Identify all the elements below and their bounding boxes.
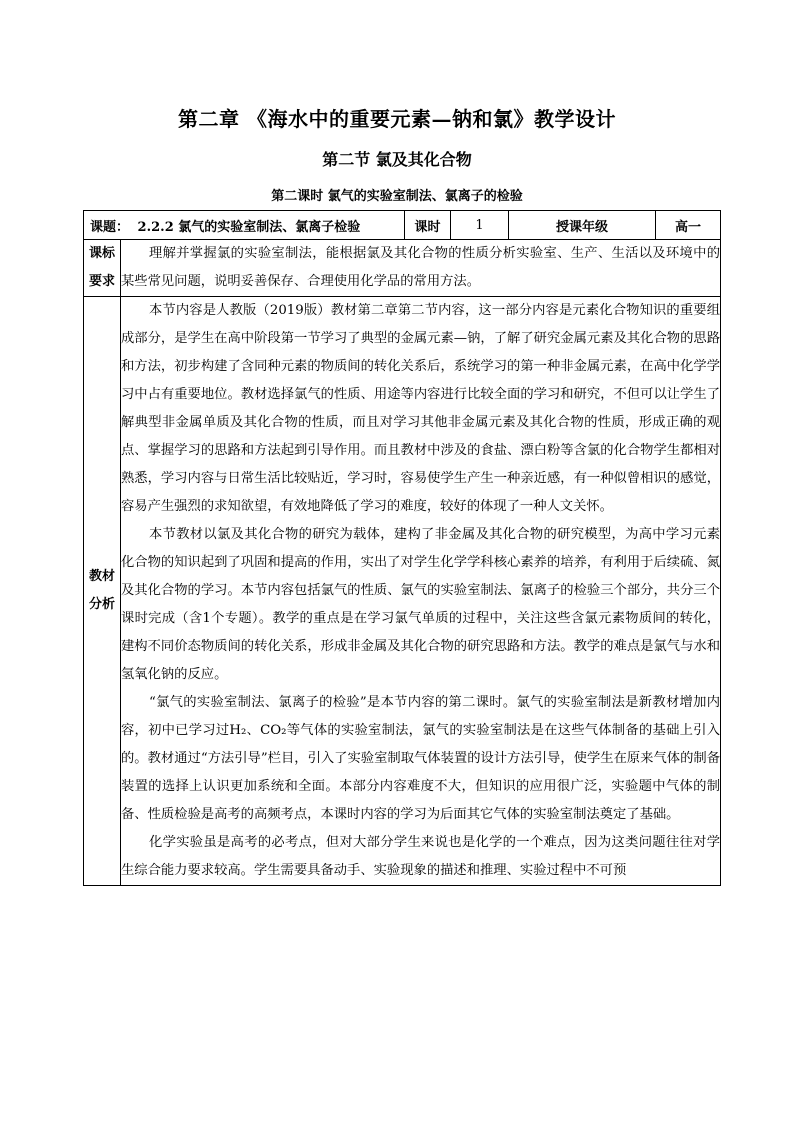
standard-row xyxy=(84,240,721,297)
topic-label: 课题： xyxy=(90,219,130,235)
topic-value: 2.2.2 氯气的实验室制法、氯离子检验 xyxy=(137,219,361,235)
period-value: 1 xyxy=(451,211,509,240)
lesson-title: 第二课时 氯气的实验室制法、氯离子的检验 xyxy=(271,189,523,204)
topic-cell xyxy=(84,211,405,240)
document-title: 第二章 《海水中的重要元素—钠和氯》教学设计 xyxy=(178,107,616,131)
analysis-paragraph-2: 本节教材以氯及其化合物的研究为载体，建构了非金属及其化合物的研究模型，为高中学习元素化合物的知识起到了巩固和提高的作用，实出了对学生化学学科核心素养的培养，有利用于后续硫、氮及其化合物的学习。本节内容包括氯气的性质、氯气的实验室制法、氯离子的检验三个部分，共分三个课时完成（含1个专题）。教学的重点是在学习氯气单质的过程中，关注这些含氯元素物质间的转化，建构不同价态物质间的转化关系，形成非金属及其化合物的研究思路和方法。教学的难点是氯气与水和氢氧化钠的反应。 xyxy=(121,527,721,682)
analysis-row xyxy=(84,297,721,886)
standard-text: 理解并掌握氯的实验室制法，能根据氯及其化合物的性质分析实验室、生产、生活以及环境中的某些常见问题，说明妥善保存、合理使用化学品的常用方法。 xyxy=(121,246,721,289)
topic-row xyxy=(84,211,721,240)
analysis-label-cell xyxy=(84,297,121,886)
grade-value: 高一 xyxy=(656,211,721,240)
standard-label-line1: 课标 xyxy=(88,246,115,261)
section-title: 第二节 氯及其化合物 xyxy=(322,150,472,169)
analysis-paragraph-1: 本节内容是人教版（2019版）教材第二章第二节内容，这一部分内容是元素化合物知识的重要组成部分，是学生在高中阶段第一节学习了典型的金属元素—钠，了解了研究金属元素及其化合物的思路和方法，初步构建了含同种元素的物质间的转化关系后，系统学习的第一种非金属元素，在高中化学学习中占有重要地位。教材选择氯气的性质、用途等内容进行比较全面的学习和研究，不但可以让学生了解典型非金属单质及其化合物的性质，而且对学习其他非金属元素及其化合物的性质，形成正确的观点、掌握学习的思路和方法起到引导作用。而且教材中涉及的食盐、漂白粉等含氯的化合物学生都相对熟悉，学习内容与日常生活比较贴近，学习时，容易使学生产生一种亲近感，有一种似曾相识的感觉，容易产生强烈的求知欲望，有效地降低了学习的难度，较好的体现了一种人文关怀。 xyxy=(121,303,721,514)
analysis-label-line1: 教材 xyxy=(88,569,115,584)
period-label: 课时 xyxy=(405,211,451,240)
analysis-paragraph-3: “氯气的实验室制法、氯离子的检验”是本节内容的第二课时。氯气的实验室制法是新教材增加内容，初中已学习过H₂、CO₂等气体的实验室制法，氯气的实验室制法是在这些气体制备的基础上引入的。教材通过“方法引导”栏目，引入了实验室制取气体装置的设计方法引导，使学生在原来气体的制备装置的选择上认识更加系统和全面。本部分内容难度不大，但知识的应用很广泛，实验题中气体的制备、性质检验是高考的高频考点，本课时内容的学习为后面其它气体的实验室制法奠定了基础。 xyxy=(121,695,721,822)
analysis-text-cell xyxy=(121,297,721,886)
analysis-paragraph-4: 化学实验虽是高考的必考点，但对大部分学生来说也是化学的一个难点，因为这类问题往往对学生综合能力要求较高。学生需要具备动手、实验现象的描述和推理、实验过程中不可预 xyxy=(121,835,721,878)
standard-label-line2: 要求 xyxy=(88,274,115,289)
standard-text-cell xyxy=(121,240,721,297)
lesson-plan-table xyxy=(83,210,721,886)
analysis-label-line2: 分析 xyxy=(88,597,115,612)
grade-label: 授课年级 xyxy=(509,211,656,240)
standard-label-cell xyxy=(84,240,121,297)
